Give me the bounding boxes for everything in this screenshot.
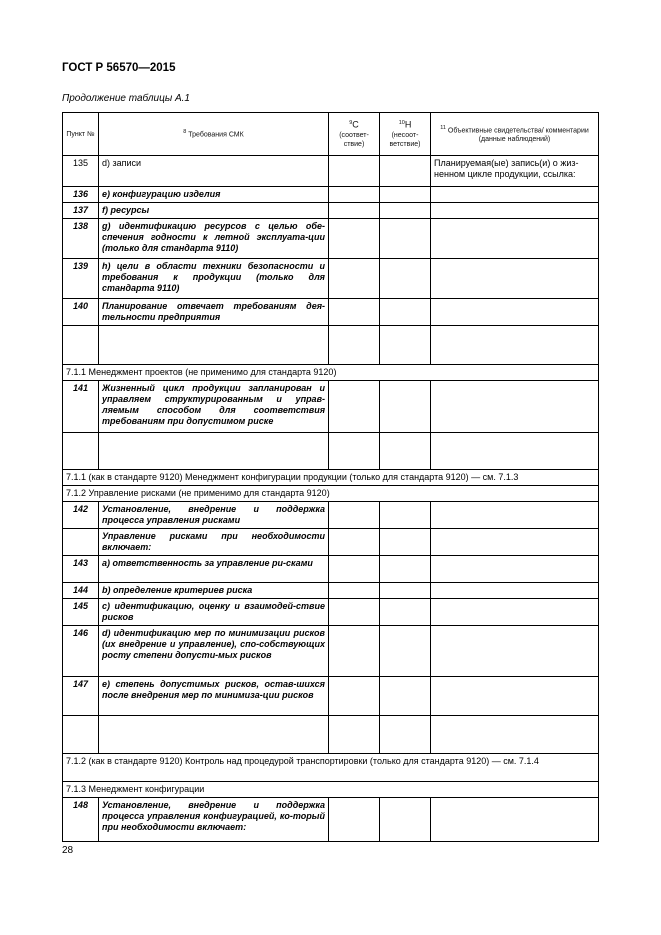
requirement-text: Планирование отвечает требованиям дея-тельности предприятия xyxy=(99,299,329,326)
conformity-cell xyxy=(329,219,380,259)
document-header-title: ГОСТ Р 56570—2015 xyxy=(62,62,176,74)
nonconformity-cell xyxy=(380,299,431,326)
nonconformity-cell xyxy=(380,798,431,842)
row-number: 141 xyxy=(63,381,99,433)
section-row xyxy=(63,782,599,798)
column-header-requirements: $^8$ Требования СМК xyxy=(99,113,329,156)
evidence-cell xyxy=(431,203,599,219)
table-row xyxy=(63,529,599,556)
evidence-cell xyxy=(431,583,599,599)
column-header-evidence: $^{11}$ Объективные свидетельства/ комментарии (данные наблюдений) xyxy=(431,113,599,156)
empty-row xyxy=(63,326,599,365)
conformity-cell xyxy=(329,187,380,203)
row-number: 143 xyxy=(63,556,99,583)
requirement-text: c) идентификацию, оценку и взаимодей-ствие рисков xyxy=(99,599,329,626)
table-row xyxy=(63,156,599,187)
evidence-cell: Планируемая(ые) запись(и) о жиз-ненном цикле продукции, ссылка: xyxy=(431,156,599,187)
conformity-cell xyxy=(329,299,380,326)
conformity-cell xyxy=(329,556,380,583)
conformity-cell xyxy=(329,156,380,187)
column-header-item-number: Пункт № xyxy=(63,113,99,156)
table-row xyxy=(63,677,599,716)
column-header-conformity: $^9$С (соответ-ствие) xyxy=(329,113,380,156)
nonconformity-cell xyxy=(380,502,431,529)
evidence-cell xyxy=(431,381,599,433)
empty-row xyxy=(63,433,599,470)
evidence-cell xyxy=(431,502,599,529)
conformity-cell xyxy=(329,259,380,299)
conformity-cell xyxy=(329,502,380,529)
table-row xyxy=(63,583,599,599)
requirement-text: b) определение критериев риска xyxy=(99,583,329,599)
conformity-cell xyxy=(329,798,380,842)
conformity-cell xyxy=(329,626,380,677)
row-number xyxy=(63,529,99,556)
section-heading: 7.1.2 (как в стандарте 9120) Контроль над процедурой транспортировки (только для стандарта 9120) — см. 7.1.4 xyxy=(63,754,599,782)
nonconformity-cell xyxy=(380,677,431,716)
evidence-cell xyxy=(431,556,599,583)
requirement-text: h) цели в области техники безопасности и требования к продукции (только для стандарта 9110) xyxy=(99,259,329,299)
table-row xyxy=(63,798,599,842)
requirements-table xyxy=(62,112,599,842)
conformity-cell xyxy=(329,583,380,599)
evidence-cell xyxy=(431,626,599,677)
table-row xyxy=(63,381,599,433)
table-continuation-caption: Продолжение таблицы А.1 xyxy=(62,93,190,104)
nonconformity-cell xyxy=(380,556,431,583)
row-number: 145 xyxy=(63,599,99,626)
row-number: 139 xyxy=(63,259,99,299)
table-header-row xyxy=(63,113,599,156)
row-number: 146 xyxy=(63,626,99,677)
conformity-cell xyxy=(329,203,380,219)
requirement-text: e) степень допустимых рисков, остав-шихся после внедрения мер по минимиза-ции рисков xyxy=(99,677,329,716)
row-number: 136 xyxy=(63,187,99,203)
row-number: 147 xyxy=(63,677,99,716)
row-number: 144 xyxy=(63,583,99,599)
table-row xyxy=(63,259,599,299)
conformity-cell xyxy=(329,599,380,626)
empty-row xyxy=(63,716,599,754)
section-row xyxy=(63,365,599,381)
section-row xyxy=(63,470,599,486)
conformity-cell xyxy=(329,529,380,556)
evidence-cell xyxy=(431,299,599,326)
requirement-text: d) идентификацию мер по минимизации рисков (их внедрение и управление), спо-собствующих росту степени допусти-мых рисков xyxy=(99,626,329,677)
requirement-text: Установление, внедрение и поддержка процесса управления рисками xyxy=(99,502,329,529)
table-row xyxy=(63,556,599,583)
conformity-cell xyxy=(329,381,380,433)
nonconformity-cell xyxy=(380,599,431,626)
row-number: 138 xyxy=(63,219,99,259)
section-row xyxy=(63,754,599,782)
nonconformity-cell xyxy=(380,156,431,187)
requirement-text: d) записи xyxy=(99,156,329,187)
column-header-nonconformity: $^{10}$Н (несоот-ветствие) xyxy=(380,113,431,156)
nonconformity-cell xyxy=(380,381,431,433)
requirement-text: Установление, внедрение и поддержка процесса управления конфигурацией, ко-торый при необходимости включает: xyxy=(99,798,329,842)
section-heading: 7.1.1 (как в стандарте 9120) Менеджмент конфигурации продукции (только для стандарта 9120) — см. 7.1.3 xyxy=(63,470,599,486)
table-row xyxy=(63,626,599,677)
requirement-text: Жизненный цикл продукции запланирован и управляем структурированным и управ-ляемым способом для соответствия требованиям при допустимом риске xyxy=(99,381,329,433)
requirement-text: a) ответственность за управление ри-сками xyxy=(99,556,329,583)
nonconformity-cell xyxy=(380,583,431,599)
nonconformity-cell xyxy=(380,219,431,259)
conformity-cell xyxy=(329,677,380,716)
evidence-cell xyxy=(431,677,599,716)
row-number: 142 xyxy=(63,502,99,529)
row-number: 135 xyxy=(63,156,99,187)
nonconformity-cell xyxy=(380,259,431,299)
evidence-cell xyxy=(431,529,599,556)
table-row xyxy=(63,502,599,529)
evidence-cell xyxy=(431,187,599,203)
nonconformity-cell xyxy=(380,529,431,556)
row-number: 137 xyxy=(63,203,99,219)
requirement-text: e) конфигурацию изделия xyxy=(99,187,329,203)
table-row xyxy=(63,219,599,259)
evidence-cell xyxy=(431,259,599,299)
section-heading: 7.1.2 Управление рисками (не применимо для стандарта 9120) xyxy=(63,486,599,502)
requirement-text: g) идентификацию ресурсов с целью обе-спечения годности к летной эксплуата-ции (только для стандарта 9110) xyxy=(99,219,329,259)
evidence-cell xyxy=(431,599,599,626)
section-row xyxy=(63,486,599,502)
evidence-cell xyxy=(431,798,599,842)
requirement-text: f) ресурсы xyxy=(99,203,329,219)
table-row xyxy=(63,203,599,219)
nonconformity-cell xyxy=(380,203,431,219)
table-row xyxy=(63,299,599,326)
row-number: 140 xyxy=(63,299,99,326)
requirement-text: Управление рисками при необходимости включает: xyxy=(99,529,329,556)
nonconformity-cell xyxy=(380,626,431,677)
nonconformity-cell xyxy=(380,187,431,203)
row-number: 148 xyxy=(63,798,99,842)
page-number: 28 xyxy=(62,845,74,856)
section-heading: 7.1.1 Менеджмент проектов (не применимо для стандарта 9120) xyxy=(63,365,599,381)
table-row xyxy=(63,187,599,203)
evidence-cell xyxy=(431,219,599,259)
section-heading: 7.1.3 Менеджмент конфигурации xyxy=(63,782,599,798)
table-row xyxy=(63,599,599,626)
